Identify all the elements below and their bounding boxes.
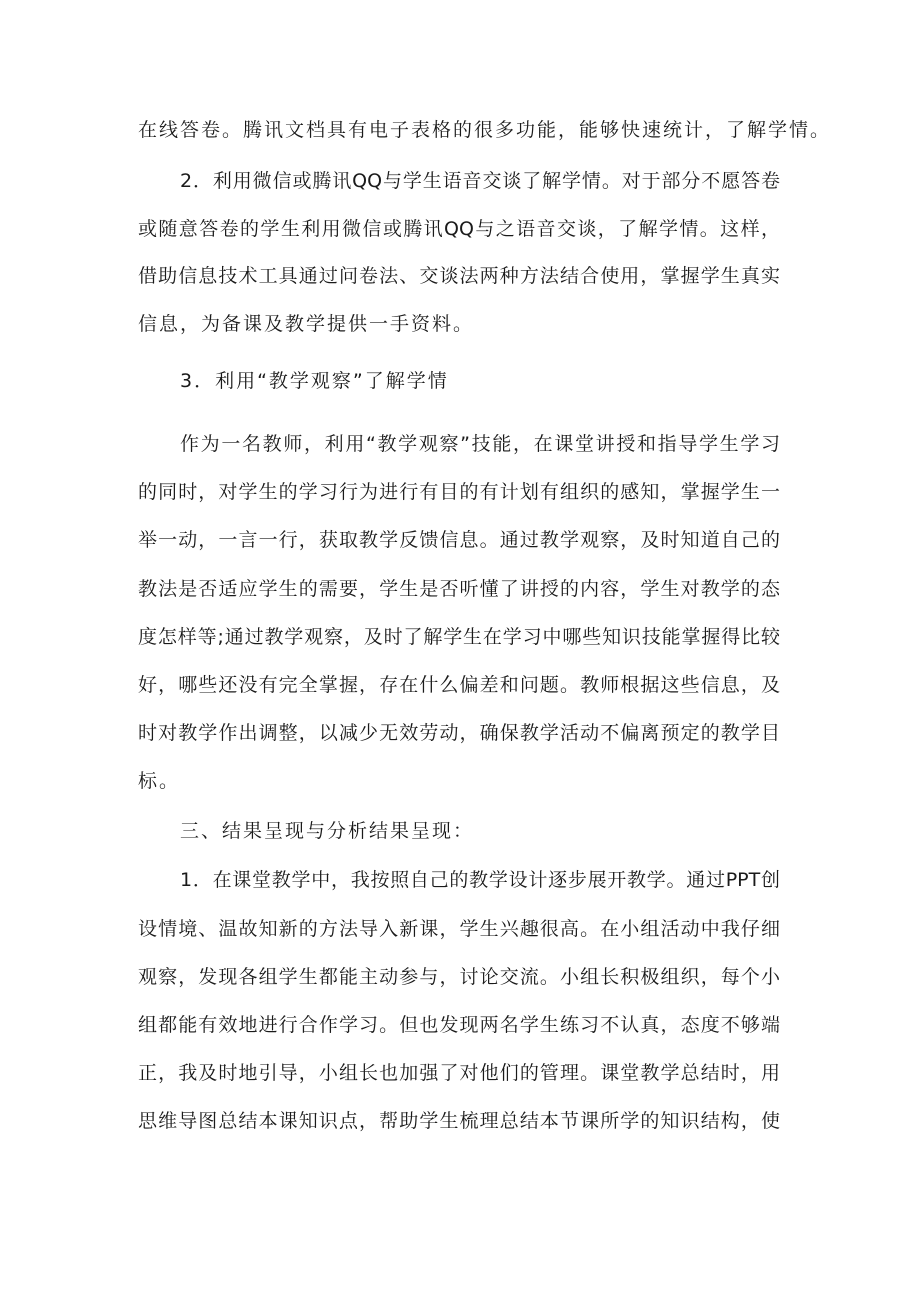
text-line: 举一动，一言一行，获取教学反馈信息。通过教学观察，及时知道自己的 — [138, 529, 780, 551]
section-heading: 3．利用“教学观察”了解学情 — [180, 370, 449, 392]
text-line: 或随意答卷的学生利用微信或腾讯QQ与之语音交谈，了解学情。这样， — [138, 218, 780, 240]
text-line: 设情境、温故知新的方法导入新课，学生兴趣很高。在小组活动中我仔细 — [138, 918, 780, 940]
text-line: 好，哪些还没有完全掌握，存在什么偏差和问题。教师根据这些信息，及 — [138, 674, 780, 696]
text-line: 在线答卷。腾讯文档具有电子表格的很多功能，能够快速统计，了解学情。 — [138, 119, 832, 141]
text-line: 作为一名教师，利用“教学观察”技能，在课堂讲授和指导学生学习 — [180, 433, 780, 455]
section-heading: 三、结果呈现与分析结果呈现： — [180, 820, 475, 842]
text-line: 信息，为备课及教学提供一手资料。 — [138, 313, 475, 335]
text-line: 借助信息技术工具通过问卷法、交谈法两种方法结合使用，掌握学生真实 — [138, 265, 780, 287]
text-line: 思维导图总结本课知识点，帮助学生梳理总结本节课所学的知识结构，使 — [138, 1110, 780, 1132]
text-line: 观察，发现各组学生都能主动参与，讨论交流。小组长积极组织，每个小 — [138, 966, 780, 988]
text-line: 1．在课堂教学中，我按照自己的教学设计逐步展开教学。通过PPT创 — [180, 869, 780, 891]
text-line: 时对教学作出调整，以减少无效劳动，确保教学活动不偏离预定的教学目 — [138, 722, 780, 744]
text-line: 度怎样等;通过教学观察，及时了解学生在学习中哪些知识技能掌握得比较 — [138, 626, 780, 648]
text-line: 标。 — [138, 770, 181, 792]
text-line: 教法是否适应学生的需要，学生是否听懂了讲授的内容，学生对教学的态 — [138, 578, 780, 600]
text-line: 正，我及时地引导，小组长也加强了对他们的管理。课堂教学总结时，用 — [138, 1062, 780, 1084]
text-line: 2．利用微信或腾讯QQ与学生语音交谈了解学情。对于部分不愿答卷 — [180, 170, 780, 192]
text-line: 组都能有效地进行合作学习。但也发现两名学生练习不认真，态度不够端 — [138, 1014, 780, 1036]
text-line: 的同时，对学生的学习行为进行有目的有计划有组织的感知，掌握学生一 — [138, 481, 780, 503]
